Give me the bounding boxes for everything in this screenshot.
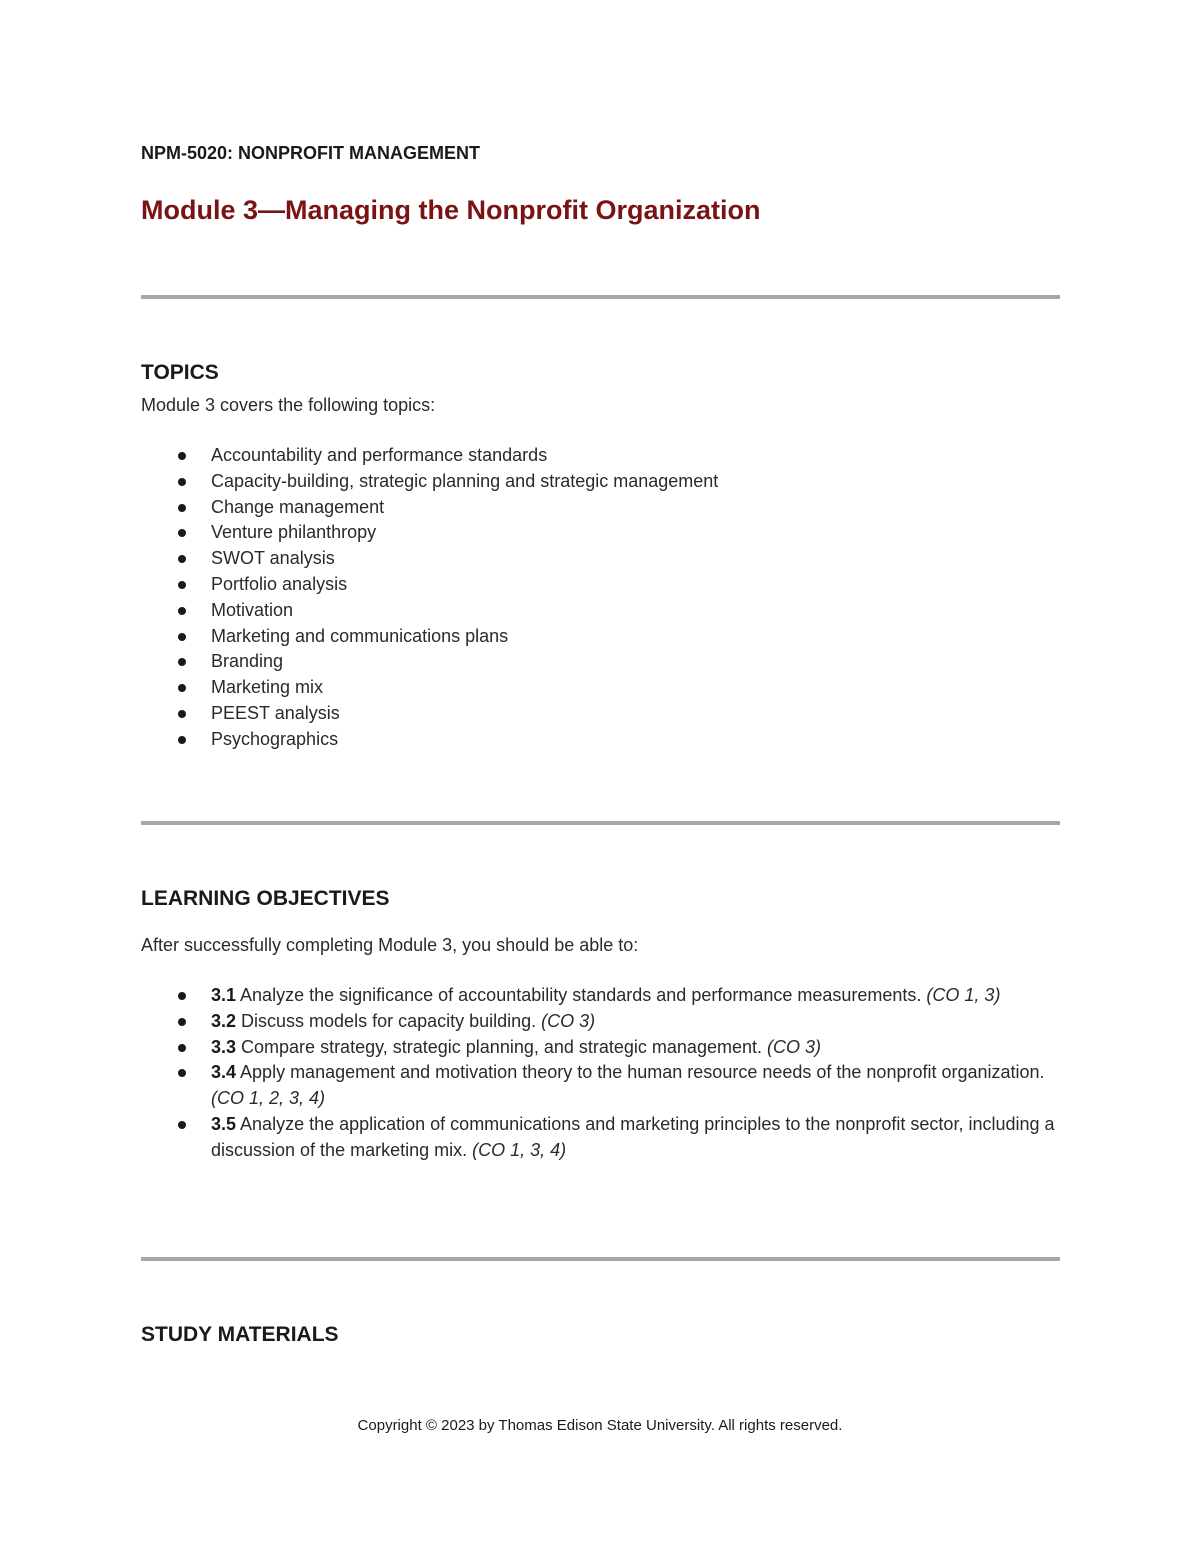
section-divider — [141, 1257, 1060, 1261]
objective-co: (CO 1, 3) — [926, 985, 1001, 1005]
list-item — [141, 675, 718, 701]
topic-text: Change management — [211, 496, 385, 517]
bullet-icon — [178, 504, 186, 512]
objective-co: (CO 3) — [541, 1010, 596, 1031]
objective-text: Analyze the significance of accountability standards and performance measurements. — [236, 985, 927, 1005]
topics-intro: Module 3 covers the following topics: — [141, 395, 436, 415]
topic-text: Psychographics — [211, 728, 339, 749]
copyright-footer: Copyright © 2023 by Thomas Edison State University. All rights reserved. — [357, 1417, 843, 1434]
list-item — [141, 1060, 1060, 1112]
bullet-icon — [178, 529, 186, 537]
list-item — [141, 572, 718, 598]
list-item — [141, 1112, 1060, 1164]
objective-text: Apply management and motivation theory to the human resource needs of the nonprofit organization. — [236, 1062, 1045, 1083]
bullet-icon — [178, 555, 186, 563]
topic-text: PEEST analysis — [211, 702, 340, 723]
objective-number: 3.1 — [211, 985, 237, 1005]
topic-text: Accountability and performance standards — [211, 445, 548, 465]
topic-text: Branding — [211, 651, 284, 672]
list-item — [141, 546, 718, 572]
module-title: Module 3—Managing the Nonprofit Organization — [141, 195, 761, 225]
objective-text: Compare strategy, strategic planning, and strategic management. — [236, 1036, 767, 1057]
bullet-icon — [178, 452, 186, 460]
topic-text: Marketing and communications plans — [211, 625, 509, 646]
topic-text: Motivation — [211, 599, 294, 620]
bullet-icon — [178, 633, 186, 641]
topic-text: Capacity-building, strategic planning and strategic management — [211, 470, 719, 491]
course-code: NPM-5020: NONPROFIT MANAGEMENT — [141, 143, 481, 163]
objective-number: 3.5 — [211, 1113, 237, 1134]
section-divider — [141, 821, 1060, 825]
list-item — [141, 443, 718, 469]
bullet-icon — [178, 478, 186, 486]
list-item — [141, 701, 718, 727]
topics-list — [141, 443, 718, 753]
topic-text: Portfolio analysis — [211, 573, 348, 594]
topics-heading: TOPICS — [141, 361, 219, 384]
section-divider — [141, 295, 1060, 299]
topic-text: SWOT analysis — [211, 548, 335, 569]
list-item — [141, 520, 718, 546]
bullet-icon — [178, 992, 186, 1000]
bullet-icon — [178, 581, 186, 589]
objective-number: 3.3 — [211, 1036, 237, 1057]
objective-number: 3.4 — [211, 1062, 237, 1083]
topic-text: Venture philanthropy — [211, 522, 377, 543]
list-item — [141, 727, 718, 753]
list-item — [141, 1035, 1060, 1061]
objective-co: (CO 1, 2, 3, 4) — [211, 1088, 326, 1109]
objectives-list — [141, 983, 1060, 1164]
objective-co: (CO 3) — [766, 1036, 821, 1057]
objective-text: Analyze the application of communications and marketing principles to the nonprofit sector, including a discussion of the marketing mix. — [211, 1113, 1055, 1160]
bullet-icon — [178, 684, 186, 692]
list-item — [141, 1009, 1060, 1035]
list-item — [141, 598, 718, 624]
bullet-icon — [178, 658, 186, 666]
bullet-icon — [178, 1044, 186, 1052]
objectives-intro: After successfully completing Module 3, you should be able to: — [141, 935, 639, 955]
list-item — [141, 624, 718, 650]
objective-co: (CO 1, 3, 4) — [472, 1139, 567, 1160]
objectives-heading: LEARNING OBJECTIVES — [141, 887, 390, 910]
list-item — [141, 495, 718, 521]
topic-text: Marketing mix — [211, 677, 324, 698]
bullet-icon — [178, 736, 186, 744]
study-materials-heading: STUDY MATERIALS — [141, 1323, 339, 1346]
bullet-icon — [178, 1069, 186, 1077]
list-item — [141, 469, 718, 495]
objective-text: Discuss models for capacity building. — [236, 1010, 542, 1031]
objective-number: 3.2 — [211, 1010, 237, 1031]
bullet-icon — [178, 710, 186, 718]
bullet-icon — [178, 1018, 186, 1026]
bullet-icon — [178, 607, 186, 615]
list-item — [141, 649, 718, 675]
bullet-icon — [178, 1121, 186, 1129]
list-item — [141, 983, 1060, 1009]
